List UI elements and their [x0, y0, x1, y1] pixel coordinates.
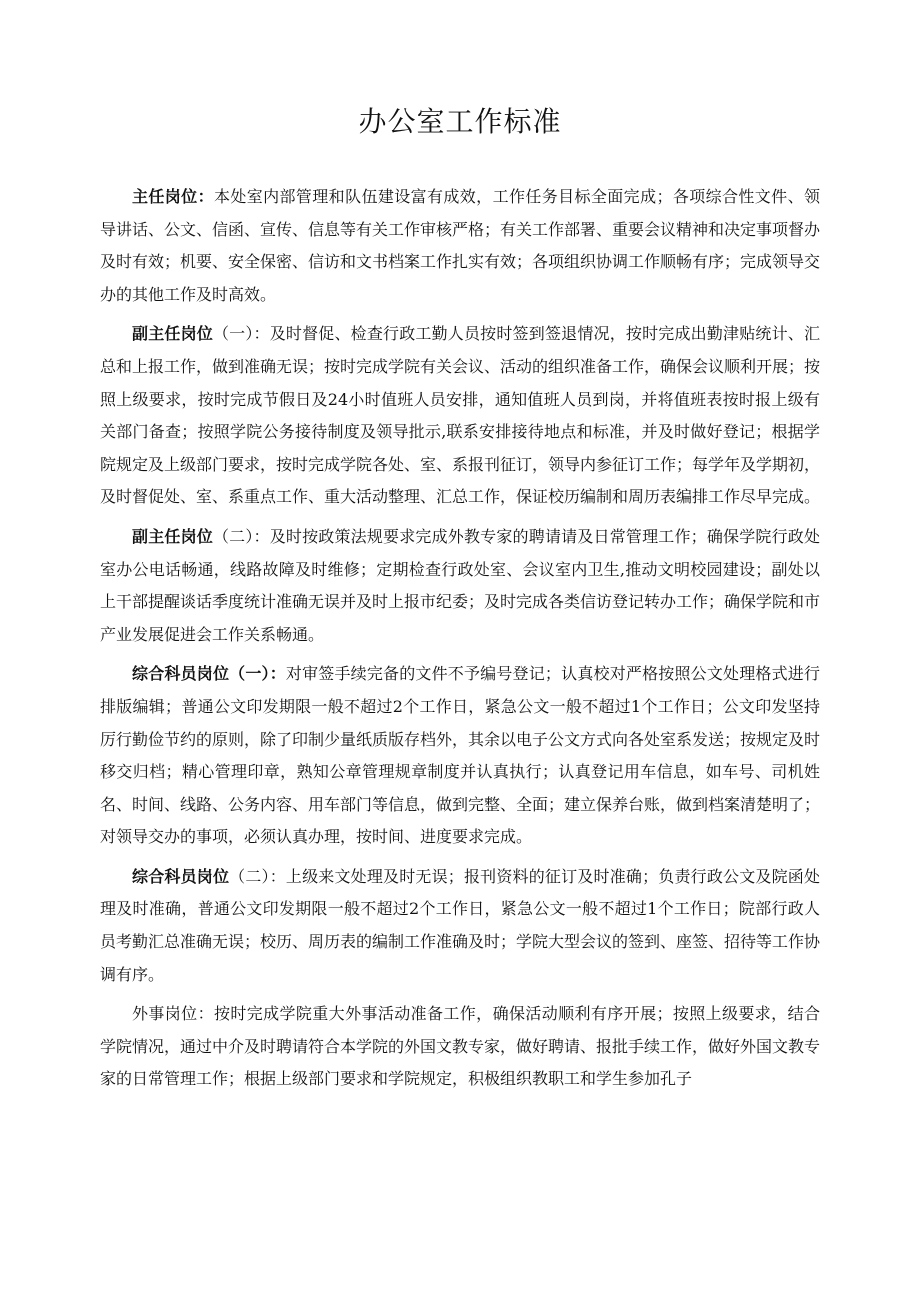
section-label: 副主任岗位: [132, 526, 213, 546]
section-director: [100, 181, 820, 311]
document-body: [100, 181, 820, 1096]
section-text: 对审签手续完备的文件不予编号登记；认真校对严格按照公文处理格式进行排版编辑；普通公文印发期限一般不超过2个工作日，紧急公文一般不超过1个工作日；公文印发坚持厉行勤俭节约的原则，除了印制少量纸质版存档外，其余以电子公文方式向各处室系发送；按规定及时移交归档；精心管理印章，熟知公章管理规章制度并认真执行；认真登记用车信息，如车号、司机姓名、时间、线路、公务内容、用车部门等信息，做到完整、全面；建立保养台账，做到档案清楚明了；对领导交办的事项，必须认真办理，按时间、进度要求完成。: [100, 664, 821, 847]
section-label: 综合科员岗位: [132, 866, 230, 886]
document-title: 办公室工作标准: [358, 105, 562, 138]
section-text: 本处室内部管理和队伍建设富有成效，工作任务目标全面完成；各项综合性文件、领导讲话、公文、信函、宣传、信息等有关工作审核严格；有关工作部署、重要会议精神和决定事项督办及时有效；机要、安全保密、信访和文书档案工作扎实有效；各项组织协调工作顺畅有序；完成领导交办的其他工作及时高效。: [100, 187, 821, 304]
section-label-suffix: （二）：: [212, 526, 270, 546]
section-label-suffix: ：: [197, 1004, 214, 1024]
section-label: 主任岗位: [132, 187, 198, 206]
section-foreign-affairs: [100, 998, 820, 1096]
section-general-clerk-2: [100, 861, 820, 991]
section-label: 综合科员岗位: [132, 664, 230, 684]
section-label-suffix: （一）：: [212, 324, 270, 344]
section-deputy-director-2: [100, 521, 820, 651]
section-general-clerk-1: [100, 658, 820, 854]
section-label-suffix: （一）：: [229, 664, 286, 684]
section-label-suffix: （二）：: [229, 866, 286, 886]
section-text: 上级来文处理及时无误；报刊资料的征订及时准确；负责行政公文及院函处理及时准确，普通公文印发期限一般不超过2个工作日，紧急公文一般不超过1个工作日；院部行政人员考勤汇总准确无误；校历、周历表的编制工作准确及时；学院大型会议的签到、座签、招待等工作协调有序。: [100, 866, 821, 984]
section-label: 外事岗位: [132, 1004, 198, 1024]
section-label-suffix: ：: [197, 187, 214, 206]
section-text: 及时督促、检查行政工勤人员按时签到签退情况，按时完成出勤津贴统计、汇总和上报工作，做到准确无误；按时完成学院有关会议、活动的组织准备工作，确保会议顺利开展；按照上级要求，按时完成节假日及24小时值班人员安排，通知值班人员到岗，并将值班表按时报上级有关部门备查；按照学院公务接待制度及领导批示,联系安排接待地点和标准，并及时做好登记；根据学院规定及上级部门要求，按时完成学院各处、室、系报刊征订，领导内参征订工作；每学年及学期初，及时督促处、室、系重点工作、重大活动整理、汇总工作，保证校历编制和周历表编排工作尽早完成。: [100, 324, 821, 507]
section-text: 按时完成学院重大外事活动准备工作，确保活动顺利有序开展；按照上级要求，结合学院情况，通过中介及时聘请符合本学院的外国文教专家，做好聘请、报批手续工作，做好外国文教专家的日常管理工作；根据上级部门要求和学院规定，积极组织教职工和学生参加孔子: [100, 1004, 821, 1089]
section-label: 副主任岗位: [132, 324, 213, 344]
section-deputy-director-1: [100, 318, 820, 514]
section-text: 及时按政策法规要求完成外教专家的聘请请及日常管理工作；确保学院行政处室办公电话畅通，线路故障及时维修；定期检查行政处室、会议室内卫生,推动文明校园建设；副处以上干部提醒谈话季度统计准确无误并及时上报市纪委；及时完成各类信访登记转办工作；确保学院和市产业发展促进会工作关系畅通。: [100, 526, 821, 644]
